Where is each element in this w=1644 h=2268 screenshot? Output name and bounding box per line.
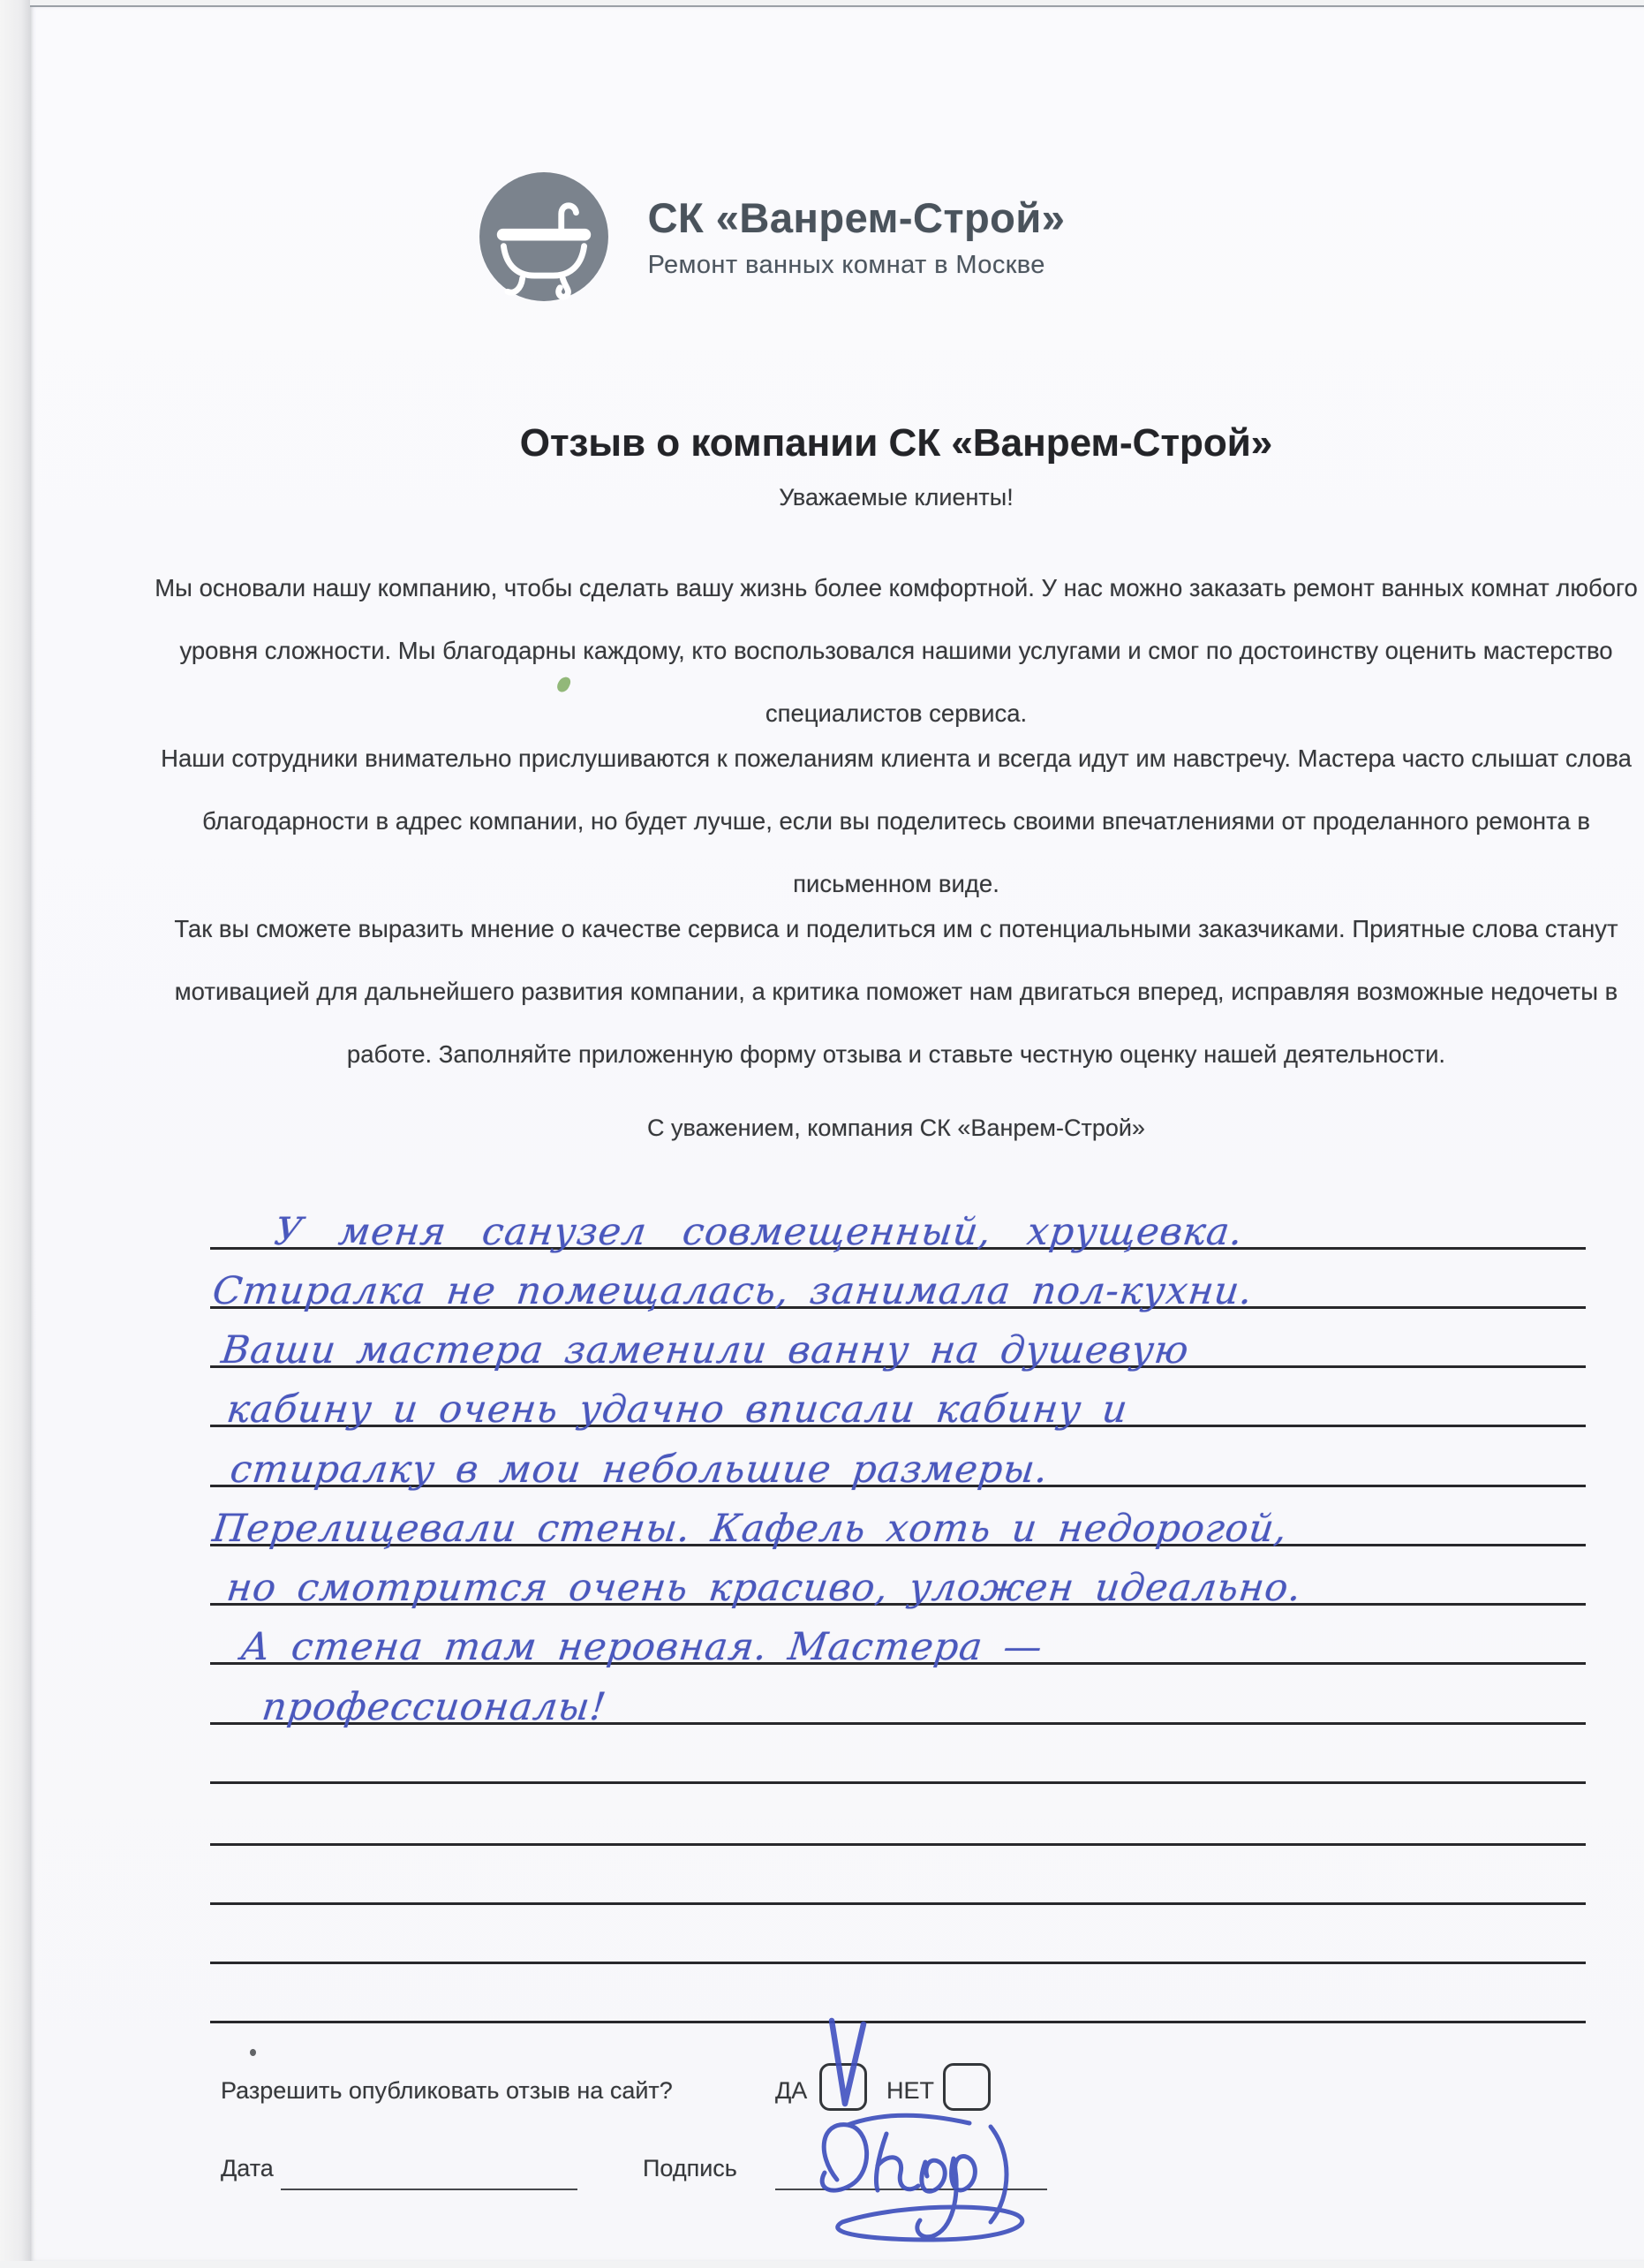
ruled-line-empty xyxy=(210,1964,1586,2023)
publish-question: Разрешить опубликовать отзыв на сайт? xyxy=(221,2077,673,2104)
handwritten-text: Ваши мастера заменили ванну на душевую xyxy=(219,1328,1192,1372)
ruled-line-empty xyxy=(210,1787,1586,1846)
signature-label: Подпись xyxy=(643,2155,737,2181)
ruled-line xyxy=(210,1546,1586,1610)
scan-artifact-dot xyxy=(250,2049,256,2056)
handwritten-text: но смотрится очень красиво, уложен идеально. xyxy=(224,1566,1305,1610)
date-blank-line xyxy=(281,2153,577,2190)
handwritten-text: Перелицевали стены. Кафель хоть и недорогой, xyxy=(210,1507,1291,1551)
signoff: С уважением, компания СК «Ванрем-Строй» xyxy=(647,1115,1145,1141)
company-name: СК «Ванрем-Строй» xyxy=(647,194,1066,241)
scanner-edge-shadow xyxy=(0,0,30,2261)
handwritten-text: А стена там неровная. Мастера — xyxy=(238,1625,1045,1669)
date-label: Дата xyxy=(221,2155,274,2181)
ruled-line xyxy=(210,1606,1586,1669)
yes-label: ДА xyxy=(775,2077,808,2104)
ruled-line xyxy=(210,1487,1586,1551)
ruled-line-empty xyxy=(210,1905,1586,1964)
ruled-line xyxy=(210,1428,1586,1492)
brand-text xyxy=(648,193,1066,280)
intro-paragraph: Мы основали нашу компанию, чтобы сделать вашу жизнь более комфортной. У нас можно заказать ремонт ванных комнат любого уровня сложности. Мы благодарны каждому, кто воспользовался нашими услугами и смог по достоинству оценить мастерство специалистов сервиса. xyxy=(155,574,1638,727)
salutation: Уважаемые клиенты! xyxy=(779,484,1014,510)
handwritten-text: кабину и очень удачно вписали кабину и xyxy=(224,1387,1131,1432)
ruled-line-empty xyxy=(210,1725,1586,1784)
ruled-line xyxy=(210,1368,1586,1432)
letterhead xyxy=(0,170,1593,304)
handwritten-text: Стиралка не помещалась, занимала пол-кухни. xyxy=(210,1269,1256,1313)
ruled-line xyxy=(210,1309,1586,1372)
ruled-line-empty xyxy=(210,1846,1586,1905)
bathtub-icon xyxy=(477,170,611,304)
staff-paragraph: Наши сотрудники внимательно прислушиваются к пожеланиям клиента и всегда идут им навстречу. Мастера часто слышат слова благодарности в адрес компании, но будет лучше, если вы поделитесь своими впечатлениями от проделанного ремонта в письменном виде. xyxy=(161,745,1632,897)
ruled-line xyxy=(210,1191,1586,1254)
form-title: Отзыв о компании СК «Ванрем-Строй» xyxy=(519,421,1273,465)
ruled-line xyxy=(210,1666,1586,1729)
no-label: НЕТ xyxy=(886,2077,934,2104)
handwritten-signature xyxy=(779,2095,1090,2268)
handwritten-text: У меня санузел совмещенный, хрущевка. xyxy=(272,1210,1246,1254)
company-logo xyxy=(477,170,611,304)
handwritten-text: профессионалы! xyxy=(260,1685,609,1729)
ruled-line xyxy=(210,1250,1586,1313)
feedback-paragraph: Так вы сможете выразить мнение о качестве сервиса и поделиться им с потенциальными заказчиками. Приятные слова станут мотивацией для дальнейшего развития компании, а критика поможет нам двигаться вперед, исправляя возможные недочеты в работе. Заполняйте приложенную форму отзыва и ставьте честную оценку нашей деятельности. xyxy=(174,915,1618,1068)
handwritten-text: стиралку в мои небольшие размеры. xyxy=(228,1448,1052,1492)
company-tagline: Ремонт ванных комнат в Москве xyxy=(647,251,1045,279)
